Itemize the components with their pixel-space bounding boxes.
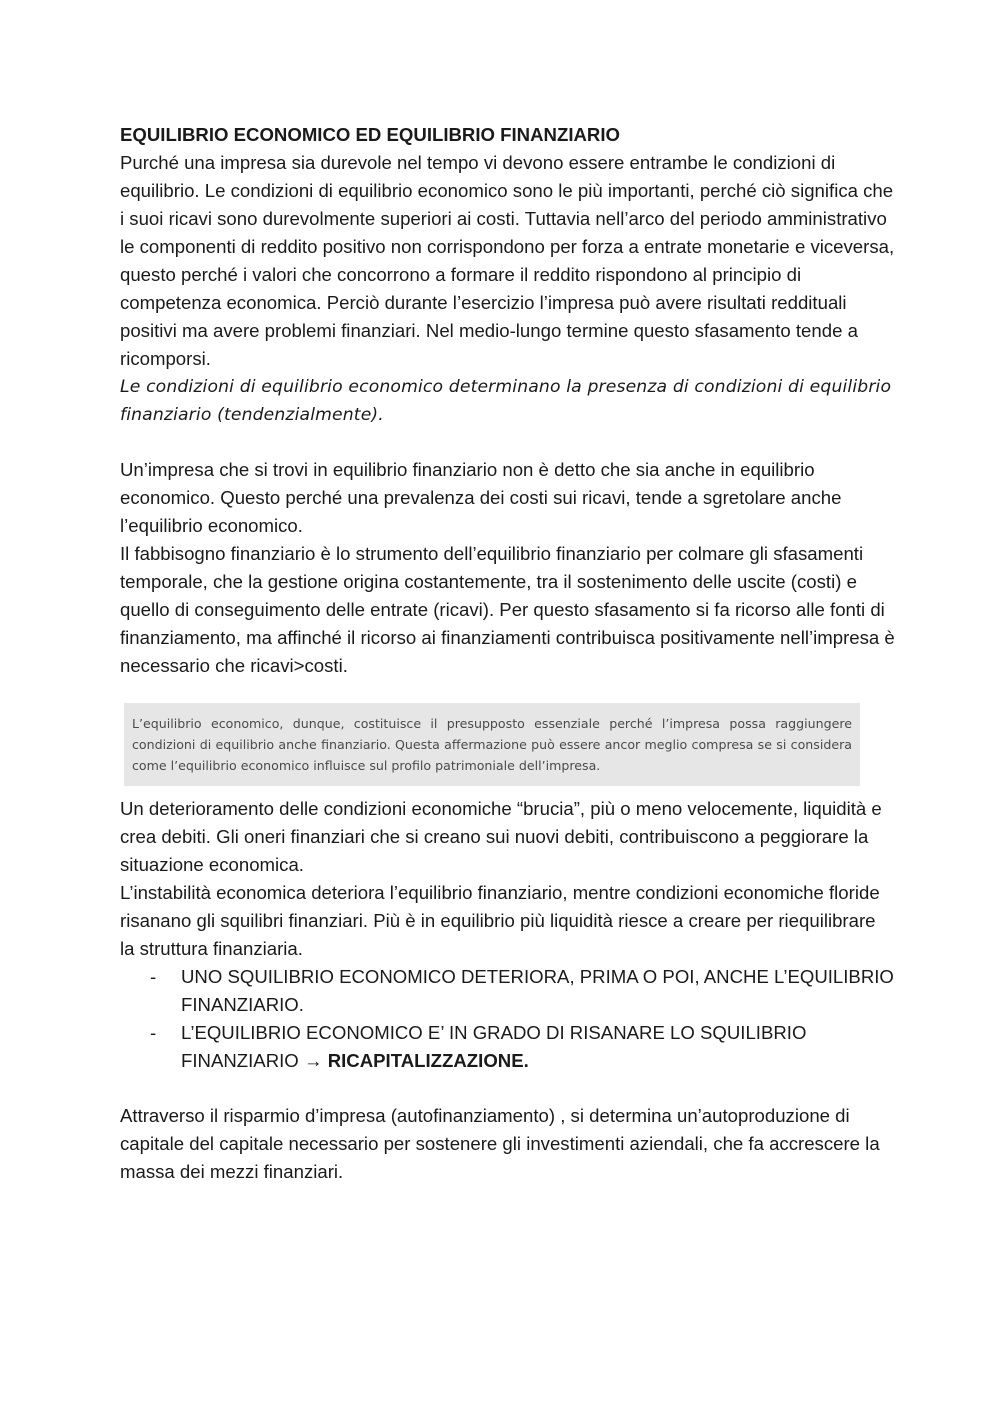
recapitalization-label: RICAPITALIZZAZIONE. [327,1050,529,1071]
bullet-dash: - [150,1022,157,1043]
bullet-dash: - [150,966,157,987]
quoted-excerpt: L’equilibrio economico, dunque, costituisce il presupposto essenziale perché l’impresa possa raggiungere condizioni di equilibrio anche finanziario. Questa affermazione può essere ancor meglio compresa se si considera come l’equilibrio economico influisce sul profilo patrimoniale dell’impresa. [124,703,860,786]
document-page [120,121,895,1186]
document-title: EQUILIBRIO ECONOMICO ED EQUILIBRIO FINANZIARIO [120,124,620,145]
paragraph-gap [120,429,895,456]
bullet-list [120,963,895,1075]
paragraph-gap [120,1075,895,1102]
italic-statement: Le condizioni di equilibrio economico determinano la presenza di condizioni di equilibrio finanziario (tendenzialmente). [120,377,892,425]
list-item-text: UNO SQUILIBRIO ECONOMICO DETERIORA, PRIMA O POI, ANCHE L’EQUILIBRIO FINANZIARIO. [181,966,894,1015]
paragraph-financial-need: Il fabbisogno finanziario è lo strumento dell’equilibrio finanziario per colmare gli sfasamenti temporale, che la gestione origina costantemente, tra il sostenimento delle uscite (costi) e quello di conseguimento delle entrate (ricavi). Per questo sfasamento si fa ricorso alle fonti di finanziamento, ma affinché il ricorso ai finanziamenti contribuisca positivamente nell’impresa è necessario che ricavi>costi. [120,543,895,676]
paragraph-deterioration: Un deterioramento delle condizioni economiche “brucia”, più o meno velocemente, liquidità e crea debiti. Gli oneri finanziari che si creano sui nuovi debiti, contribuiscono a peggiorare la situazione economica. [120,798,882,875]
paragraph-self-financing: Attraverso il risparmio d’impresa (autofinanziamento) , si determina un’autoproduzione di capitale del capitale necessario per sostenere gli investimenti aziendali, che fa accrescere la massa dei mezzi finanziari. [120,1105,880,1182]
paragraph-durability: Purché una impresa sia durevole nel tempo vi devono essere entrambe le condizioni di equilibrio. Le condizioni di equilibrio economico sono le più importanti, perché ciò significa che i suoi ricavi sono durevolmente superiori ai costi. Tuttavia nell’arco del periodo amministrativo le componenti di reddito positivo non corrispondono per forza a entrate monetarie e viceversa, questo perché i valori che concorrono a formare il reddito rispondono al principio di competenza economica. Perciò durante l’esercizio l’impresa può avere risultati reddituali positivi ma avere problemi finanziari. Nel medio-lungo termine questo sfasamento tende a ricomporsi. [120,152,895,369]
paragraph-financial-balance: Un’impresa che si trovi in equilibrio finanziario non è detto che sia anche in equilibrio economico. Questo perché una prevalenza dei costi sui ricavi, tende a sgretolare anche l’equilibrio economico. [120,459,842,536]
list-item [120,963,895,1019]
list-item [120,1019,895,1075]
list-item-text: L’EQUILIBRIO ECONOMICO E’ IN GRADO DI RISANARE LO SQUILIBRIO FINANZIARIO → [181,1022,807,1071]
paragraph-instability: L’instabilità economica deteriora l’equilibrio finanziario, mentre condizioni economiche floride risanano gli squilibri finanziari. Più è in equilibrio più liquidità riesce a creare per riequilibrare la struttura finanziaria. [120,882,880,959]
